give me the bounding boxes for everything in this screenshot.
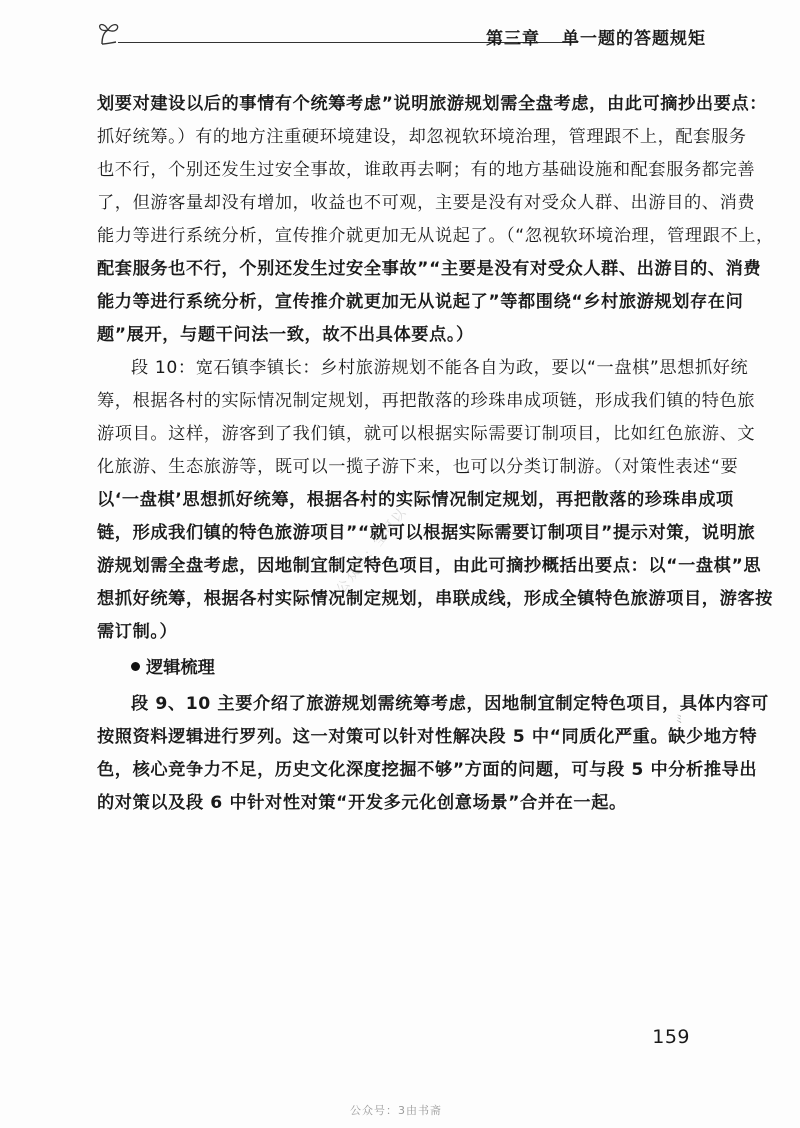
text-line: 需订制。）: [97, 622, 178, 642]
page-content: [97, 88, 774, 820]
text-line: 了，但游客量却没有增加，收益也不可观，主要是没有对受众人群、出游目的、消费: [97, 193, 756, 213]
text-line: 划要对建设以后的事情有个统筹考虑”说明旅游规划需全盘考虑，由此可摘抄出要点：: [97, 94, 768, 114]
chapter-number: 第三章: [486, 29, 540, 49]
text-line: 游项目。这样，游客到了我们镇，就可以根据实际需要订制项目，比如红色旅游、文: [97, 424, 756, 444]
footer-mark: 公众号：3由书斋: [350, 1104, 442, 1117]
section-heading-text: 逻辑梳理: [146, 658, 215, 678]
text-line: 以‘一盘棋’思想抓好统筹，根据各村的实际情况制定规划，再把散落的珍珠串成项: [97, 490, 734, 510]
text-line: 抓好统筹。）有的地方注重硬环境建设，却忽视软环境治理，管理跟不上，配套服务: [97, 127, 747, 147]
text-line: 筹，根据各村的实际情况制定规划，再把散落的珍珠串成项链，形成我们镇的特色旅: [97, 391, 756, 411]
text-line: 想抓好统筹，根据各村实际情况制定规划，串联成线，形成全镇特色旅游项目，游客按: [97, 589, 773, 609]
text-line: 按照资料逻辑进行罗列。这一对策可以针对性解决段 5 中“同质化严重。缺少地方特: [97, 727, 758, 747]
chapter-heading: [486, 24, 706, 49]
text-line: 能力等进行系统分析，宣传推介就更加无从说起了”等都围绕“乡村旅游规划存在问: [97, 292, 744, 312]
section-heading: [97, 652, 697, 688]
text-line: 配套服务也不行，个别还发生过安全事故”“主要是没有对受众人群、出游目的、消费: [97, 259, 762, 279]
text-line: 也不行，个别还发生过安全事故，谁敢再去啊；有的地方基础设施和配套服务都完善: [97, 160, 756, 180]
text-line: 的对策以及段 6 中针对性对策“开发多元化创意场景”合并在一起。: [97, 793, 627, 813]
chapter-title: 单一题的答题规矩: [562, 29, 706, 49]
paragraph-3: [97, 688, 769, 820]
bullet-dot-icon: [131, 662, 140, 671]
watermark-text: 公众号：宝可以: [333, 504, 411, 597]
page-header: [96, 18, 706, 48]
text-line: 能力等进行系统分析，宣传推介就更加无从说起了。（“忽视软环境治理，管理跟不上，: [97, 226, 774, 246]
text-line: 段 10：宽石镇李镇长：乡村旅游规划不能各自为政，要以“一盘棋”思想抓好统: [131, 358, 749, 378]
text-line: 化旅游、生态旅游等，既可以一揽子游下来，也可以分类订制游。（对策性表述“要: [97, 457, 739, 477]
text-line: 色，核心竞争力不足，历史文化深度挖掘不够”方面的问题，可与段 5 中分析推导出: [97, 760, 758, 780]
paragraph-1: [97, 88, 774, 352]
text-line: 题”展开，与题干问法一致，故不出具体要点。）: [97, 325, 474, 345]
scan-speck: ﾐ: [676, 712, 683, 726]
page-number: 159: [652, 1026, 690, 1048]
text-line: 链，形成我们镇的特色旅游项目”“就可以根据实际需要订制项目”提示对策，说明旅: [97, 523, 756, 543]
paragraph-2: [97, 352, 773, 649]
text-line: 段 9、10 主要介绍了旅游规划需统筹考虑，因地制宜制定特色项目，具体内容可: [131, 694, 769, 714]
text-line: 游规划需全盘考虑，因地制宜制定特色项目，由此可摘抄概括出要点：以“一盘棋”思: [97, 556, 762, 576]
